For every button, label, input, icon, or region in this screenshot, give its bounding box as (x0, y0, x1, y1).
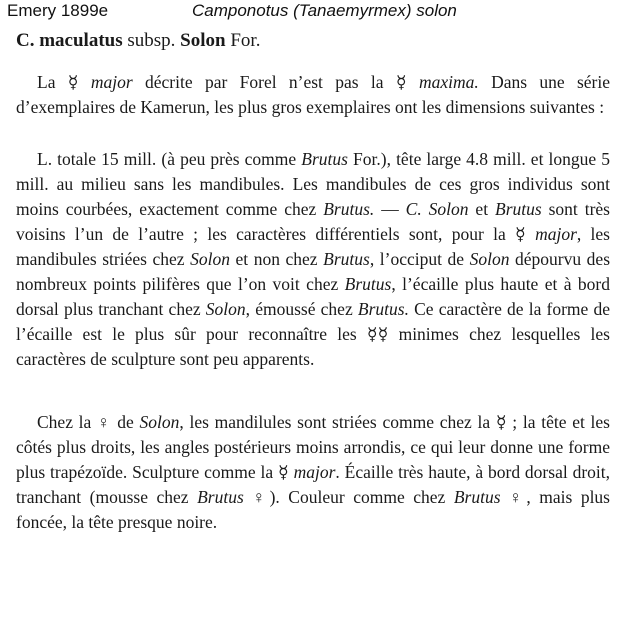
text-run: et non chez (229, 249, 324, 269)
italic-text-run: Brutus (301, 149, 348, 169)
text-run: ♀, mais plus foncée, la tête presque noire. (16, 487, 610, 532)
italic-text-run: maxima. (418, 72, 479, 92)
taxon-author: For. (225, 30, 261, 51)
text-run: Dans une série d’exemplaires de Kamerun, les plus gros exemplaires ont les dimensions suivantes : (16, 72, 610, 117)
text-run: , les mandilules sont striées comme chez la ☿ ; la tête et les côtés plus droits, les angles postérieurs moins arrondis, ce qui leur donne une forme plus trapézoïde. Sculpture comme la ☿ (16, 412, 610, 482)
italic-text-run: major (293, 462, 336, 482)
text-run: décrite par Forel n’est pas la ☿ (132, 72, 419, 92)
taxon-heading (16, 30, 610, 52)
species-label: Camponotus (Tanaemyrmex) solon (192, 1, 457, 20)
text-run: sont très voisins l’un de l’autre ; les caractères différentiels sont, pour la ☿ (16, 199, 610, 244)
italic-text-run: C. Solon (405, 199, 469, 219)
taxon-name: Solon (180, 30, 226, 51)
text-run: ♀). Couleur comme chez (243, 487, 454, 507)
italic-text-run: Brutus (344, 274, 392, 294)
text-run: , l’écaille plus haute et à bord dorsal plus tranchant chez (16, 274, 611, 319)
description-paragraph (16, 70, 610, 120)
text-run: , l’occiput de (369, 249, 470, 269)
description-paragraph (16, 410, 610, 535)
italic-text-run: Brutus (197, 487, 244, 507)
reference-label: Emery 1899e (7, 1, 109, 20)
taxon-genus: C. maculatus (16, 30, 123, 51)
taxon-rank: subsp. (122, 30, 181, 51)
italic-text-run: Brutus (453, 487, 501, 507)
description-paragraph (16, 147, 610, 372)
italic-text-run: Solon (190, 249, 230, 269)
text-run: , les mandibules striées chez (16, 224, 610, 269)
italic-text-run: Solon (139, 412, 180, 432)
italic-text-run: Solon (469, 249, 510, 269)
text-run: et (468, 199, 495, 219)
italic-text-run: Brutus. (357, 299, 409, 319)
italic-text-run: major (90, 72, 133, 92)
italic-text-run: Brutus (323, 249, 370, 269)
text-run: . Écaille très haute, à bord dorsal droit, tranchant (mousse chez (16, 462, 610, 507)
italic-text-run: major (535, 224, 577, 244)
italic-text-run: Brutus (495, 199, 542, 219)
italic-text-run: Solon (205, 299, 246, 319)
italic-text-run: Brutus. (323, 199, 375, 219)
text-run: dépourvu des nombreux points pilifères que l’on voit chez (16, 249, 610, 294)
text-run: Ce caractère de la forme de l’écaille est le plus sûr pour reconnaître les ☿☿ minimes chez lesquelles les caractères de sculpture sont peu apparents. (16, 299, 610, 369)
text-run: For.), tête large 4.8 mill. et longue 5 mill. au milieu sans les mandibules. Les mandibules de ces gros individus sont moins courbées, exactement comme chez (16, 149, 610, 219)
text-run: , émoussé chez (245, 299, 358, 319)
text-run: La ☿ (37, 72, 91, 92)
text-run: — (374, 199, 406, 219)
text-run: L. totale 15 mill. (à peu près comme (37, 149, 302, 169)
text-run: Chez la ♀ de (37, 412, 140, 432)
